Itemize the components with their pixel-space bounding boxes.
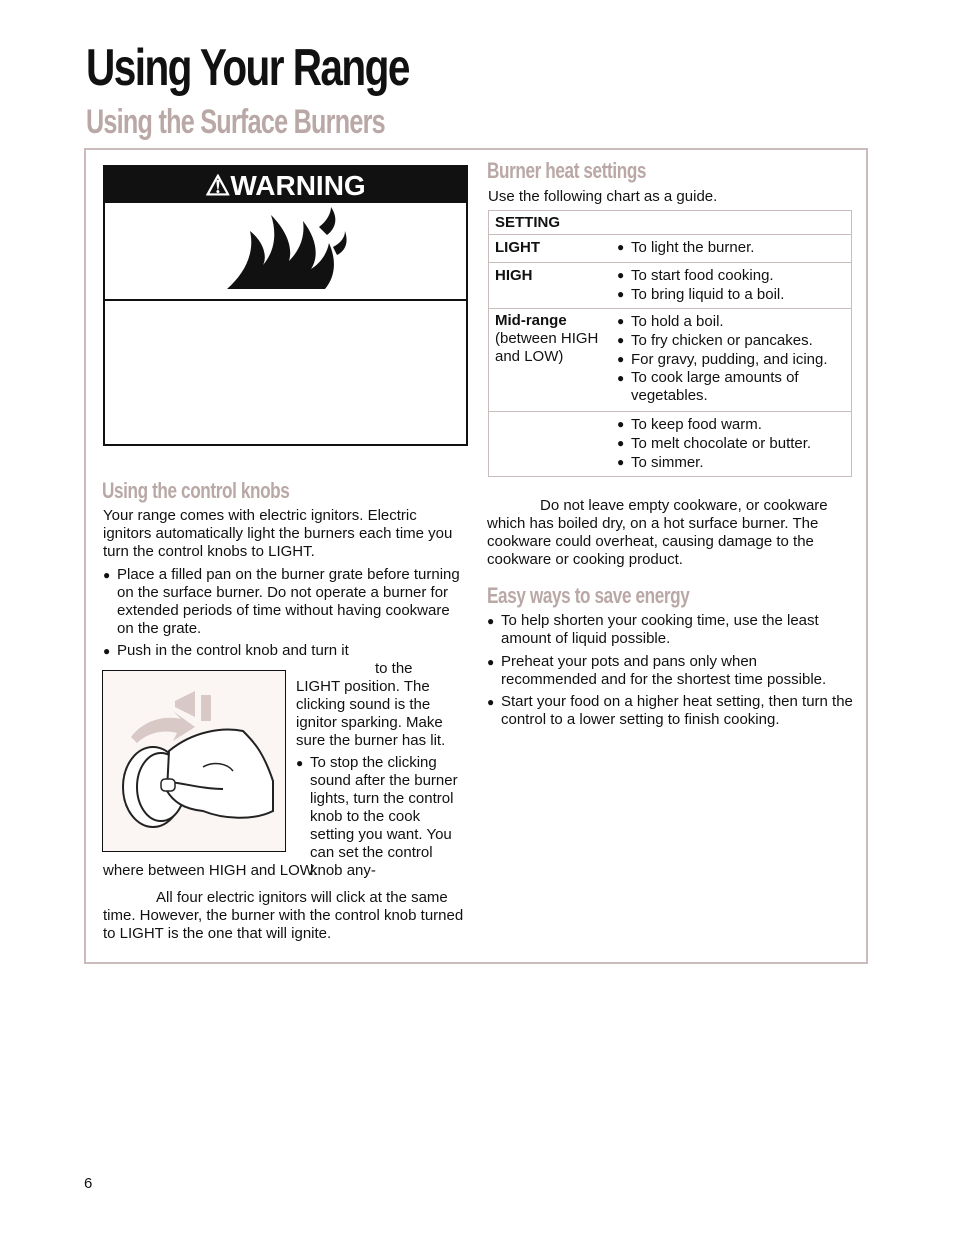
page-title: Using Your Range	[86, 39, 409, 97]
setting-cell	[489, 309, 612, 412]
setting-name: Mid-range	[495, 312, 567, 329]
list-item: ● To cook large amounts of vegetables.	[617, 369, 845, 405]
list-item: ● To simmer.	[617, 453, 845, 472]
control-knobs-intro: Your range comes with electric ignitors. Electric ignitors automatically light the burners each time you turn the control knobs to LIGHT.	[103, 507, 453, 560]
control-knobs-text: LIGHT position. The clicking sound is the ignitor sparking. Make sure the burner has lit.	[296, 678, 446, 749]
energy-heading: Easy ways to save energy	[487, 583, 690, 608]
table-row	[489, 412, 852, 477]
setting-cell	[489, 412, 612, 477]
burner-settings-heading: Burner heat settings	[487, 158, 647, 183]
table-row	[489, 263, 852, 309]
setting-cell: HIGH	[489, 263, 612, 309]
uses-cell	[611, 412, 852, 477]
uses-cell	[611, 263, 852, 309]
table-row	[489, 309, 852, 412]
control-knobs-text: where between HIGH and LOW.	[103, 862, 318, 879]
control-knobs-note: All four electric ignitors will click at the same time. However, the burner with the control knob turned to LIGHT is the one that will ignite.	[103, 889, 464, 942]
table-header-row	[489, 211, 852, 235]
list-item: ● To melt chocolate or butter.	[617, 434, 845, 453]
warning-header	[105, 167, 466, 203]
page-subtitle: Using the Surface Burners	[86, 103, 385, 141]
table-header-setting: SETTING	[489, 211, 852, 235]
energy-bullet: ● Preheat your pots and pans only when recommended and for the shortest time possible.	[487, 653, 853, 689]
fire-hazard-image	[105, 203, 466, 301]
list-item: ● To hold a boil.	[617, 312, 845, 331]
list-item: ● To keep food warm.	[617, 415, 845, 434]
list-item: ● To bring liquid to a boil.	[617, 285, 845, 304]
control-knobs-text: to the	[375, 660, 413, 677]
control-knobs-bullet: ● To stop the clicking sound after the burner lights, turn the control knob to the cook setting you want. You can set the control knob any-	[296, 754, 468, 880]
list-item: ● For gravy, pudding, and icing.	[617, 350, 845, 369]
setting-subtext: (between HIGH and LOW)	[495, 330, 599, 365]
list-item: ● To fry chicken or pancakes.	[617, 331, 845, 350]
list-item: ● To start food cooking.	[617, 266, 845, 285]
setting-cell: LIGHT	[489, 235, 612, 263]
burner-settings-intro: Use the following chart as a guide.	[488, 188, 718, 205]
uses-cell	[611, 309, 852, 412]
warning-box	[103, 165, 468, 446]
hand-turning-knob-icon	[103, 671, 285, 851]
control-knobs-heading: Using the control knobs	[102, 478, 290, 503]
uses-cell	[611, 235, 852, 263]
flame-icon	[105, 203, 470, 297]
energy-bullet: ● Start your food on a higher heat setting, then turn the control to a lower setting to finish cooking.	[487, 693, 853, 729]
table-row	[489, 235, 852, 263]
energy-bullet: ● To help shorten your cooking time, use the least amount of liquid possible.	[487, 612, 853, 648]
burner-caution: Do not leave empty cookware, or cookware which has boiled dry, on a hot surface burner. The cookware could overheat, causing damage to the cookware or cooking product.	[487, 497, 828, 568]
control-knobs-bullet: ● Push in the control knob and turn it	[103, 642, 468, 660]
control-knobs-bullet: ● Place a filled pan on the burner grate before turning on the surface burner. Do not operate a burner for extended periods of time without having cookware on the grate.	[103, 566, 468, 638]
warning-triangle-icon: ⚠	[205, 170, 231, 201]
control-knob-illustration	[102, 670, 286, 852]
page-number: 6	[84, 1175, 93, 1192]
burner-settings-table	[488, 210, 852, 477]
warning-label: WARNING	[230, 170, 366, 201]
list-item: ● To light the burner.	[617, 238, 845, 257]
